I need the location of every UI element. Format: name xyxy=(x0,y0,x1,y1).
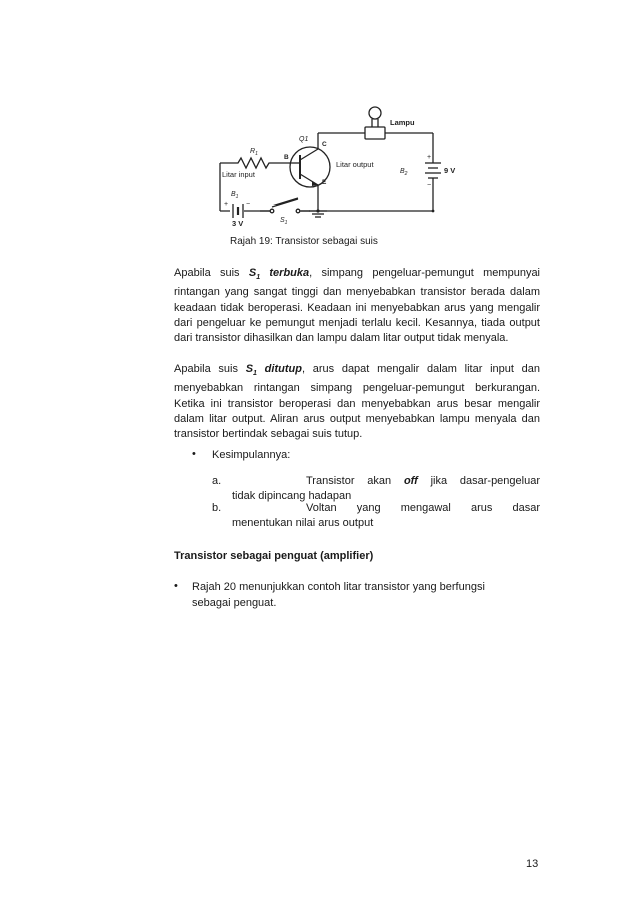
item-a-line2: tidak dipincang hadapan xyxy=(232,490,352,502)
item-a-line1: Transistor akan off jika dasar-pengeluar xyxy=(306,475,540,487)
b2-minus-sign: − xyxy=(427,182,432,189)
b1-label: $B_1$ xyxy=(231,191,239,200)
amplifier-bullet: • xyxy=(174,580,178,592)
b2-plus-sign: + xyxy=(427,154,432,161)
conclusion-item-b xyxy=(212,501,540,531)
paragraph-switch-closed xyxy=(174,362,540,442)
input-circuit-label: Litar input xyxy=(222,170,255,179)
amplifier-line1: Rajah 20 menunjukkan contoh litar transistor yang berfungsi xyxy=(192,581,485,593)
para1-lead: Apabila suis xyxy=(174,267,249,279)
b1-minus-sign: − xyxy=(246,201,251,208)
q1-label: Q1 xyxy=(299,136,309,143)
s1-label: $S_1$ xyxy=(280,217,288,226)
page-number: 13 xyxy=(526,858,539,870)
para1-switch-symbol: S xyxy=(248,267,257,279)
conclusion-item-a xyxy=(212,474,540,504)
collector-label: C xyxy=(322,141,327,148)
para1-switch-state: terbuka xyxy=(260,267,310,279)
figure-caption: Rajah 19: Transistor sebagai suis xyxy=(230,236,378,247)
emitter-label: E xyxy=(322,179,327,186)
item-b-letter: b. xyxy=(212,502,222,514)
item-b-line2: menentukan nilai arus output xyxy=(232,517,374,529)
para1-switch-subscript: 1 xyxy=(256,274,261,282)
b1-plus-sign: + xyxy=(224,201,229,208)
r1-label: $R_1$ xyxy=(250,148,258,157)
transistor-switch-circuit-diagram xyxy=(200,95,460,230)
conclusion-bullet: • xyxy=(192,448,196,460)
3v-label: 3 V xyxy=(232,219,244,228)
item-b-line1: Voltan yang mengawal arus dasar xyxy=(306,502,540,514)
base-label: B xyxy=(284,154,289,161)
para2-body: , arus dapat mengalir dalam litar input dan menyebabkan rintangan simpang pengeluar-pemungut berkurangan. Ketika ini transistor beroperasi dan menyebabkan arus besar mengalir dalam litar output. Aliran arus output menyebabkan lampu menyala dan transistor bertindak sebagai suis tutup. xyxy=(174,363,541,440)
amplifier-line2: sebagai penguat. xyxy=(192,597,277,609)
b2-label: $B_2$ xyxy=(400,168,408,177)
item-a-letter: a. xyxy=(212,475,222,487)
conclusion-title: Kesimpulannya: xyxy=(212,449,291,461)
9v-label: 9 V xyxy=(444,166,456,175)
output-circuit-label: Litar output xyxy=(336,160,374,169)
para2-switch-state: ditutup xyxy=(256,363,302,375)
section-heading-amplifier: Transistor sebagai penguat (amplifier) xyxy=(174,550,374,562)
para2-lead: Apabila suis xyxy=(174,363,246,375)
paragraph-switch-open xyxy=(174,266,540,346)
lamp-label: Lampu xyxy=(390,118,415,127)
para1-body: , simpang pengeluar-pemungut mempunyai rintangan yang sangat tinggi dan menyebabkan transistor berada dalam keadaan tidak beroperasi. Keadaan ini menyebabkan arus yang mengalir dari pengeluar ke pemungut menjadi terlalu kecil. Kesannya, tiada output dari transistor dihasilkan dan lampu dalam litar output tidak menyala. xyxy=(174,267,541,344)
para2-switch-symbol: S xyxy=(245,363,254,375)
para2-switch-subscript: 1 xyxy=(253,370,257,378)
